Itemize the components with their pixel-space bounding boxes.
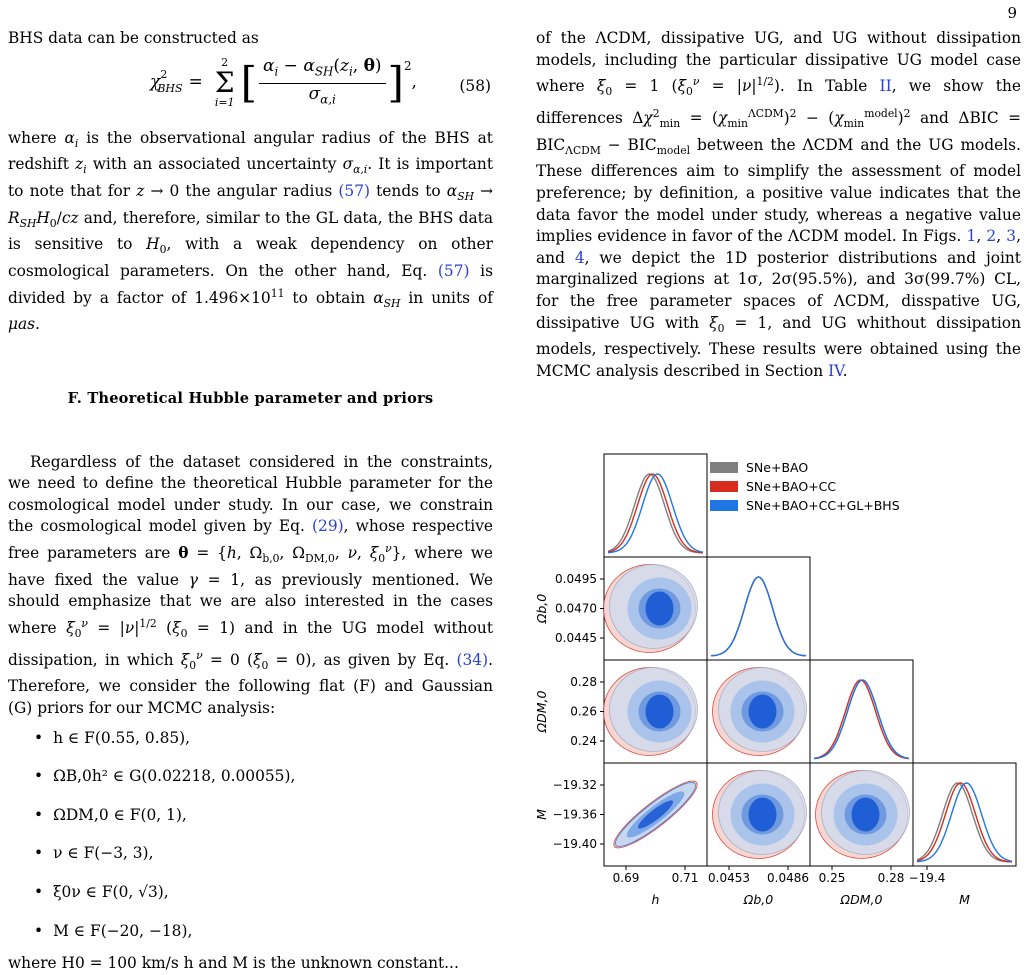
eq-ref-57[interactable]: (57) bbox=[338, 181, 370, 200]
tick-label: 0.0470 bbox=[555, 601, 597, 616]
tick-label: 0.0445 bbox=[555, 631, 597, 645]
prior-item: • ΩDM,0 ∈ F(0, 1), bbox=[34, 805, 493, 827]
tick-label: 0.28 bbox=[570, 675, 597, 689]
tick-label: −19.36 bbox=[552, 807, 597, 822]
fig-ref-1[interactable]: 1 bbox=[966, 227, 977, 246]
legend-entry: SNe+BAO bbox=[746, 460, 809, 475]
contour-panel bbox=[707, 763, 810, 866]
prior-item: • M ∈ F(−20, −18), bbox=[34, 921, 493, 943]
table-ref-II[interactable]: II bbox=[879, 77, 892, 96]
fig-ref-2[interactable]: 2 bbox=[986, 227, 997, 246]
legend-swatch bbox=[710, 500, 738, 511]
tick-label: 0.26 bbox=[570, 704, 597, 719]
axis-label: h bbox=[651, 892, 660, 907]
marginal-panel bbox=[913, 763, 1016, 866]
right-column bbox=[536, 28, 1021, 382]
contour-panel bbox=[604, 660, 708, 763]
tick-label: −19.4 bbox=[908, 871, 946, 885]
tick-label: 0.24 bbox=[570, 734, 597, 748]
left-column bbox=[8, 28, 493, 975]
page-number: 9 bbox=[1007, 4, 1017, 22]
eq-ref-29[interactable]: (29) bbox=[312, 517, 344, 536]
contour-core bbox=[749, 695, 777, 729]
contour-core bbox=[852, 798, 880, 832]
tick-label: −19.32 bbox=[552, 778, 597, 792]
legend-entry: SNe+BAO+CC+GL+BHS bbox=[746, 498, 900, 513]
marginal-panel bbox=[604, 454, 707, 557]
tick-label: 0.71 bbox=[671, 871, 699, 885]
tick-label: 0.69 bbox=[612, 871, 640, 885]
priors-list bbox=[8, 728, 493, 943]
fig-ref-4[interactable]: 4 bbox=[574, 248, 585, 267]
marginal-panel bbox=[810, 660, 913, 763]
contour-panel bbox=[707, 660, 810, 763]
section-ref-IV[interactable]: IV bbox=[828, 361, 843, 380]
eq-ref-57-b[interactable]: (57) bbox=[437, 261, 470, 280]
axis-label: Ωb,0 bbox=[743, 892, 774, 907]
axis-label: ΩDM,0 bbox=[534, 690, 549, 733]
contour-core bbox=[646, 695, 674, 729]
paragraph-results: of the ΛCDM, dissipative UG, and UG without dissipation models, including the particular dissipative UG model case where $\xi_0 = 1$ $(\xi_0^\nu = |\nu|^{1/2})$. In Table II, we show the differences $\Delta\chi^2_{min} = (\chi_{min}^{\Lambda CDM})^2 - (\chi_{min}^{model})^2$ and $\Delta BIC = BIC_{\Lambda CDM} - BIC_{model}$ between the ΛCDM and the UG models. These differences aim to simplify the assessment of model preference; by definition, a positive value indicates that the data favor the model under study, whereas a negative value implies evidence in favor of the ΛCDM model. In Figs. 1, 2, 3, and 4, we depict the 1D posterior distributions and joint marginalized regions at 1σ, 2σ(95.5%), and 3σ(99.7%) CL, for the free parameter spaces of ΛCDM, disspative UG, dissipative UG with $\xi_0 = 1$, and UG whithout dissipation models, respectively. These results were obtained using the MCMC analysis described in Section IV. bbox=[536, 29, 1022, 380]
tick-label: −19.40 bbox=[552, 837, 597, 851]
marginal-panel bbox=[707, 557, 810, 660]
paragraph-bhs: where $\alpha_i$ is the observational angular radius of the BHS at redshift $z_i$ with an associated uncertainty $\sigma_{\alpha,i}$. It is important to note that for z → 0 the angular radius (57) tends to $\alpha_{SH} \to R_{SH}H_0/cz$ and, therefore, similar to the GL data, the BHS data is sensitive to $H_0$, with a weak dependency on other cosmological parameters. On the other hand, Eq. (57) is divided by a factor of $1.496\times 10^{11}$ to obtain $\alpha_{SH}$ in units of μas. bbox=[8, 128, 494, 334]
tick-label: 0.0486 bbox=[767, 871, 809, 885]
legend-swatch bbox=[710, 481, 738, 492]
eq-ref-34[interactable]: (34) bbox=[456, 650, 489, 669]
legend-swatch bbox=[710, 462, 738, 473]
tick-label: 0.0495 bbox=[555, 572, 597, 586]
corner-plot-figure bbox=[530, 452, 1020, 966]
axis-label: M bbox=[959, 892, 970, 907]
intro-line: BHS data can be constructed as bbox=[8, 29, 259, 47]
axis-label: M bbox=[534, 809, 549, 820]
tick-label: 0.25 bbox=[818, 871, 846, 885]
section-heading: F. Theoretical Hubble parameter and priors bbox=[67, 389, 434, 407]
prior-item: • ν ∈ F(−3, 3), bbox=[34, 843, 493, 865]
tail-line: where H0 = 100 km/s h and M is the unknown constant... bbox=[8, 954, 459, 973]
tick-label: 0.28 bbox=[877, 871, 905, 885]
fig-ref-3[interactable]: 3 bbox=[1006, 227, 1017, 246]
prior-item: • ΩB,0h² ∈ G(0.02218, 0.00055), bbox=[34, 766, 493, 788]
contour-panel bbox=[604, 763, 707, 866]
contour-core bbox=[646, 592, 674, 626]
corner-plot bbox=[530, 452, 1020, 962]
tick-label: 0.0453 bbox=[708, 871, 750, 885]
prior-item: • ξ0ν ∈ F(0, √3), bbox=[34, 882, 493, 904]
paragraph-priors: Regardless of the dataset considered in the constraints, we need to define the theoretical Hubble parameter for the cosmological model under study. In our case, we constrain the cosmological model given by Eq. (29), whose respective free parameters are θ = {h, $\Omega_{b,0}$, $\Omega_{DM,0}$, ν, $\xi_0^\nu$}, where we have fixed the value γ = 1, as previously mentioned. We should emphasize that we are also interested in the cases where $\xi_0^\nu = |\nu|^{1/2}$ $(\xi_0 = 1)$ and in the UG model without dissipation, in which $\xi_0^\nu = 0$ $(\xi_0 = 0)$, as given by Eq. (34). Therefore, we consider the following flat (F) and Gaussian (G) priors for our MCMC analysis: bbox=[8, 452, 494, 718]
contour-panel bbox=[810, 763, 913, 866]
legend bbox=[710, 460, 900, 513]
equation-number: (58) bbox=[459, 76, 491, 95]
axis-label: Ωb,0 bbox=[534, 593, 549, 624]
legend-entry: SNe+BAO+CC bbox=[746, 479, 837, 494]
contour-panel bbox=[604, 557, 708, 660]
prior-item: • h ∈ F(0.55, 0.85), bbox=[34, 728, 493, 750]
contour-core bbox=[749, 798, 777, 832]
equation-58: χ $^2$ $_{BHS}$ = 2 Σ i=1 [ $\frac{\alpha_i - \alpha_{SH}(z_i, \theta)}{\sigma_{\alpha,i}}$ ] $^2$ , (58) bbox=[150, 55, 491, 110]
axis-label: ΩDM,0 bbox=[840, 892, 883, 907]
